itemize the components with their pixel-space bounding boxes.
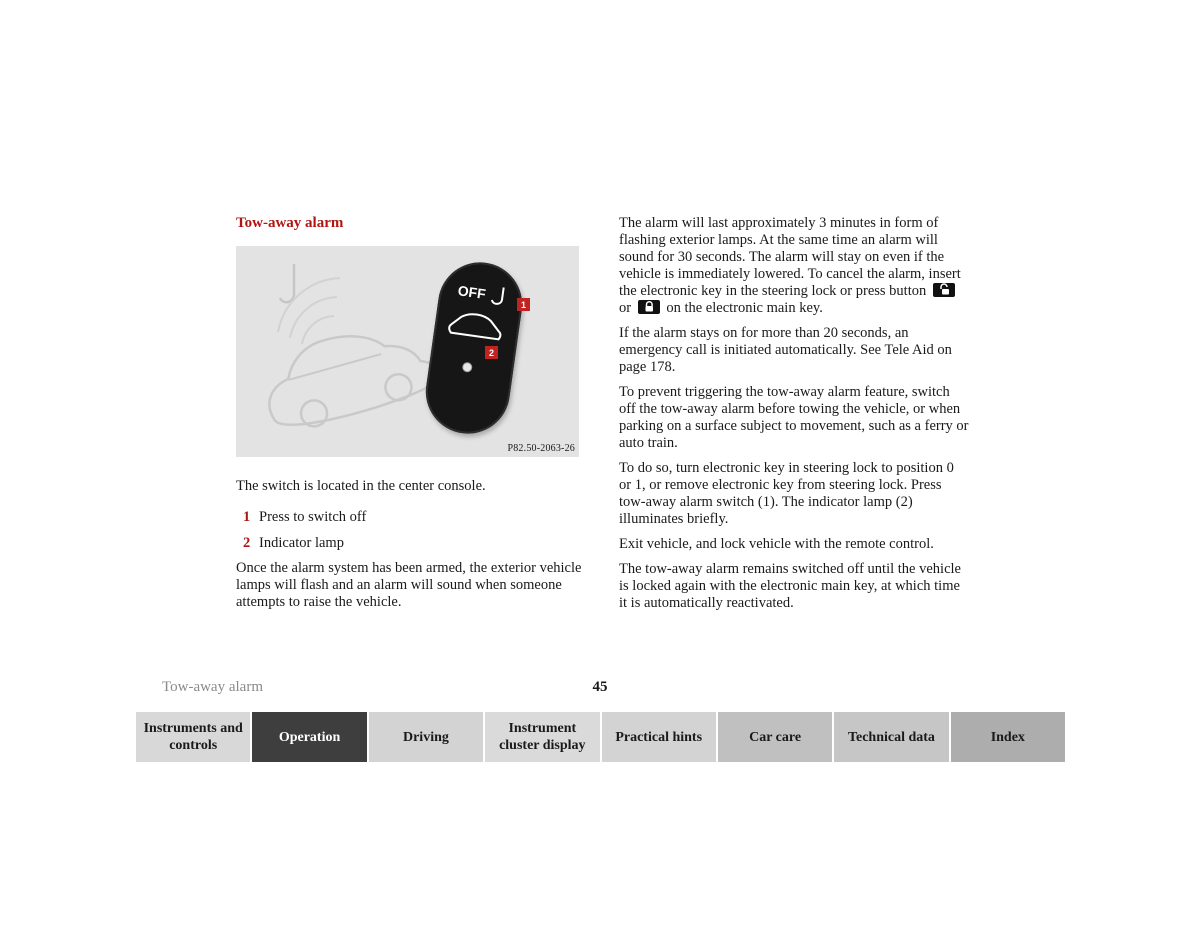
callout-marker-2: 2 — [485, 346, 498, 359]
lock-button-icon — [638, 300, 660, 314]
page-number: 45 — [592, 679, 608, 695]
section-heading: Tow-away alarm — [236, 215, 344, 231]
fob-off-label: OFF — [456, 282, 487, 303]
list-item — [236, 535, 584, 552]
tab-instruments-and-controls[interactable]: Instruments and controls — [136, 712, 250, 762]
reactivation-paragraph: The tow-away alarm remains switched off until the vehicle is locked again with the electronic main key, at which time it is automatically reactivated. — [619, 561, 961, 611]
right-column — [619, 215, 969, 620]
prevent-trigger-paragraph: To prevent triggering the tow-away alarm feature, switch off the tow-away alarm before towing the vehicle, or when parking on a surface subject to movement, such as a ferry or auto train. — [619, 384, 969, 451]
left-column — [236, 478, 584, 619]
tow-away-alarm-figure — [236, 246, 579, 457]
armed-alarm-paragraph: Once the alarm system has been armed, the exterior vehicle lamps will flash and an alarm will sound when someone attempts to raise the vehicle. — [236, 560, 582, 610]
tab-operation[interactable]: Operation — [252, 712, 366, 762]
list-item-number: 2 — [243, 534, 251, 551]
emergency-call-paragraph: If the alarm stays on for more than 20 seconds, an emergency call is initiated automatically. See Tele Aid on page 178. — [619, 325, 952, 375]
tab-instrument-cluster-display[interactable]: Instrument cluster display — [485, 712, 599, 762]
figure-code: P82.50-2063-26 — [507, 443, 575, 454]
switch-location-text: The switch is located in the center console. — [236, 478, 486, 494]
paragraph-text: The alarm will last approximately 3 minutes in form of flashing exterior lamps. At the same time an alarm will sound for 30 seconds. The alarm will stay on even if the vehicle is immediately lowered. To cancel the alarm, insert the electronic key in the steering lock or press button — [619, 215, 961, 299]
tab-technical-data[interactable]: Technical data — [834, 712, 948, 762]
switch-off-procedure-paragraph: To do so, turn electronic key in steering lock to position 0 or 1, or remove electronic key from steering lock. Press tow-away alarm switch (1). The indicator lamp (2) illuminates briefly. — [619, 460, 954, 527]
list-item-number: 1 — [243, 509, 251, 525]
callout-list — [236, 509, 584, 552]
tab-practical-hints[interactable]: Practical hints — [602, 712, 716, 762]
running-title: Tow-away alarm — [162, 679, 263, 695]
paragraph-text: on the electronic main key. — [666, 300, 823, 316]
tab-driving[interactable]: Driving — [369, 712, 483, 762]
list-item-text: Press to switch off — [259, 509, 367, 525]
list-item-text: Indicator lamp — [259, 534, 344, 551]
list-item — [236, 509, 584, 526]
tab-car-care[interactable]: Car care — [718, 712, 832, 762]
chapter-tab-bar — [136, 712, 1065, 762]
tab-index[interactable]: Index — [951, 712, 1065, 762]
paragraph-text: or — [619, 300, 632, 316]
unlock-button-icon — [933, 283, 955, 297]
car-lift-line-art — [236, 246, 579, 457]
exit-vehicle-paragraph: Exit vehicle, and lock vehicle with the remote control. — [619, 536, 934, 552]
alarm-duration-paragraph — [619, 215, 969, 317]
callout-marker-1: 1 — [517, 298, 530, 311]
